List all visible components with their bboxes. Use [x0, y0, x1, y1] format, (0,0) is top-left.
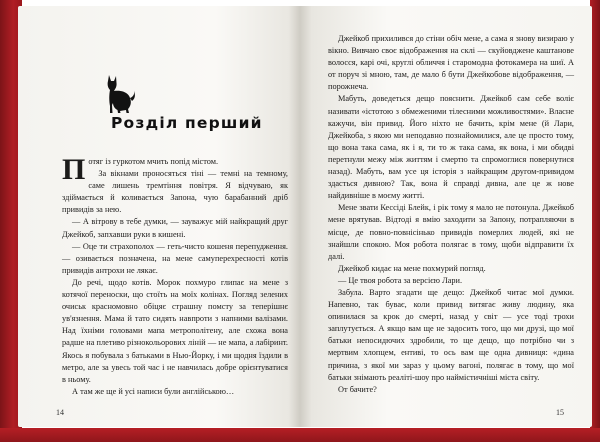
paragraph: За вікнами проносяться тіні — темні на темному, саме лишень тремтіння повітря. Я відчуваю, як здіймається й коливається Запона, чую барабанний дріб привидів за нею. — [62, 169, 288, 215]
paragraph: А там же ще й усі написи були англійською… — [72, 386, 235, 396]
paragraph: До речі, щодо котів. Морок похмуро глипає на мене з котячої переноски, що стоїть на моїх колінах. Погляд зелених очиськ красномовно обіцяє страшну помсту за теперішнє ув'язнення. Мама й тато сидять навпроти з напними валізами. Над їхніми головами мапа метрополітену, але схожа вона радше на плетиво різнокольорових ліній — не мапа, а лабіринт. Якось я побувала з батьками в Нью-Йорку, і ми щодня їздили в метро, але за увесь той час і не навчилась добре орієнтуватися в ньому. — [62, 277, 288, 384]
paragraph: От бачите? — [338, 384, 377, 394]
right-page — [300, 6, 592, 427]
paragraph: — Це твоя робота за версією Лари. — [338, 275, 463, 285]
left-page — [18, 6, 300, 427]
drop-cap: П — [62, 153, 86, 186]
paragraph: Мене звати Кессіді Блейк, і рік тому я мало не потонула. Джейкоб мене врятував. Відтоді я вмію заходити за Запону, потрапляючи в місце, де повно-повнісінько привидів померлих людей, які не знайшли спокою. Моя робота полягає в тому, щоби відправити їх далі. — [328, 203, 574, 261]
paragraph: Забула. Варто згадати ще дещо: Джейкоб читає мої думки. Напевно, так буває, коли привид витягає живу людину, яка опинилася за крок до смерті, назад у світ — усе тоді трохи заплутується. А якщо вам ще не задосить того, що ми друзі, що мої батьки непосидючих здробили, то ще дещо, що потрібно чи з мертвим хлопцем, ентиві, то ось вам ще одна дивниця: «дина причина, з якої ми зараз у цьому вагоні, полягає в тому, що мої батьки знімають реаліті-шоу про наймістичніші міста світу. — [328, 287, 574, 382]
book-cover-edge-bottom — [0, 428, 600, 442]
cat-silhouette-icon — [101, 73, 137, 115]
paragraph: Мабуть, доведеться дещо пояснити. Джейкоб сам себе воліє називати «істотою з обмеженими тілесними можливостями». Власне кажучи, він привид. Його ніхто не бачить, крім мене (й Лари, Джейкоба, з якою ми неподавно познайомилися, але це просто тому, що вона така сама, як і я, ти то ж така сама, як вона, і ми обидві перетнули межу між життям і смертю та спромоглися повернутися назад). Мабуть, вам усе ця історія з найкращим другом-привидом здасться дивною? Так, вона й справді дивна, але це ж нове найдивніше в моєму житті. — [328, 94, 574, 201]
paragraph: Джейкоб кидає на мене похмурий погляд. — [338, 263, 486, 273]
left-page-text — [62, 153, 288, 398]
paragraph: — Оце ти страхополох — геть-чисто кошеня перепудження. — озивається позначена, на мене самуперехресності котів привидів антрохи не лякає. — [62, 241, 288, 275]
page-number-left: 14 — [56, 408, 64, 417]
paragraph: Потяг із гуркотом мчить попід містом. — [62, 153, 219, 186]
chapter-title: Розділ перший — [111, 114, 263, 132]
right-page-text — [328, 33, 574, 396]
page-number-right: 15 — [556, 408, 564, 417]
paragraph: — А вітрову в тебе думки, — зауважує мій найкращий друг Джейкоб, запхавши руки в кишені. — [62, 217, 288, 239]
paragraph: Джейкоб прихилився до стіни обіч мене, а сама я знову визираю у вікно. Вивчаю своє відображення на склі — скуйовджене каштанове волосся, карі очі, круглі обличчя і старомодна фотокамера на шиї. А от поруч зі мною, там, де мало б бути Джейкобове відображення, — порожнеча. — [328, 34, 574, 92]
